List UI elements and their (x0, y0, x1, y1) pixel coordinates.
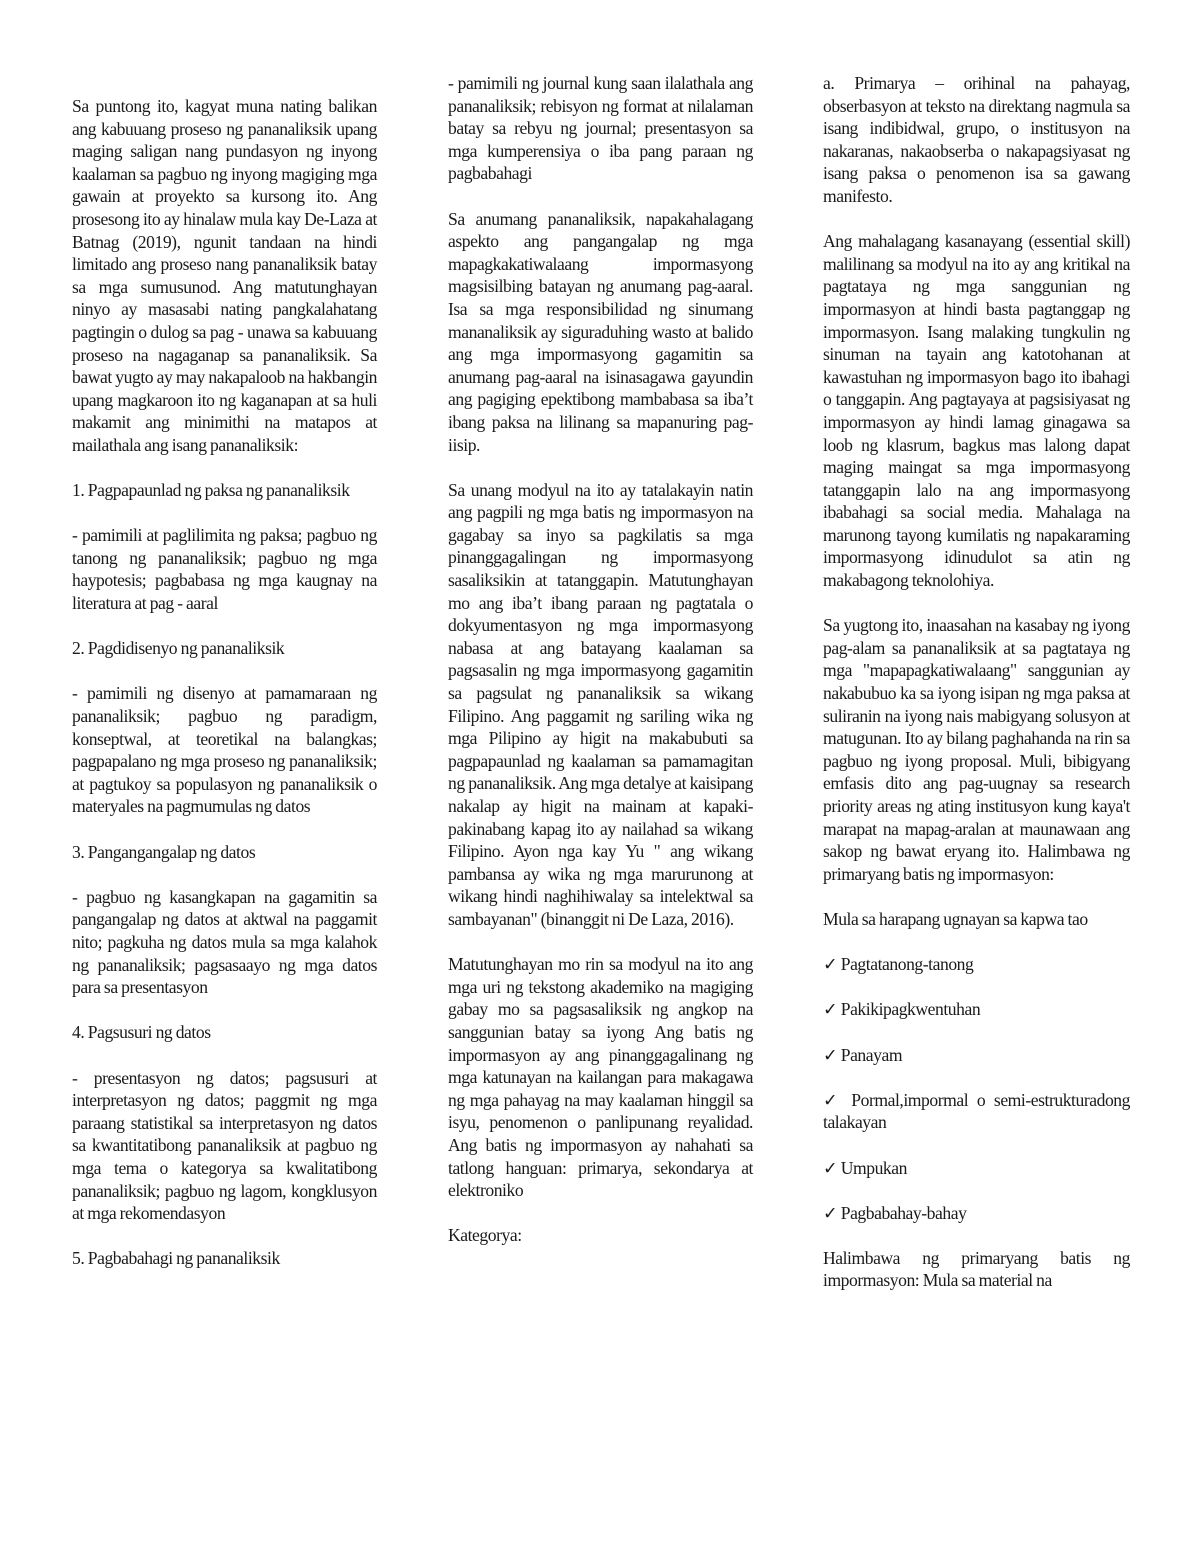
primary-source-definition: a. Primarya – orihinal na pahayag, obserbasyon at teksto na direktang nagmula sa isang indibidwal, grupo, o institusyon na nakaranas, nakaobserba o nakapagsiyasat ng isang paksa o penomenon isa sa gawang manifesto. (823, 73, 1130, 206)
step-5-description: - pamimili ng journal kung saan ilalathala ang pananaliksik; rebisyon ng format at nilalaman batay sa rebyu ng journal; presentasyon sa mga kumperensiya o iba pang paraan ng pagbabahagi (448, 73, 753, 184)
text-column-2 (448, 72, 753, 1269)
step-5-heading: 5. Pagbabahagi ng pananaliksik (72, 1248, 280, 1269)
paragraph-essential-skill: Ang mahalagang kasanayang (essential skill) malilinang sa modyul na ito ay ang kritikal na pagtataya ng mga sanggunian ng impormasyon at hindi basta pagtanggap ng impormasyon. Isang malaking tungkulin ng sinuman na tayain ang katotohanan at kawastuhan ng impormasyon bago ito ibahagi o tanggapin. Ang pagtayaya at pagsisiyasat ng impormasyon ay hindi lamag ginagawa sa loob ng klasrum, bagkus mas lalong dapat maging maingat sa mga impormasyong tatanggapin lalo na ang impormasyong ibabahagi sa social media. Mahalaga na marunong tayong kumilatis ng napakaraming impormasyong idinudulot sa atin ng makabagong teknolohiya. (823, 231, 1130, 591)
category-heading: Kategorya: (448, 1225, 522, 1246)
list-item: ✓ Panayam (823, 1044, 903, 1065)
step-1-heading: 1. Pagpapaunlad ng paksa ng pananaliksik (72, 480, 350, 501)
text-column-1 (72, 95, 377, 1292)
primary-source-subheading: Mula sa harapang ugnayan sa kapwa tao (823, 908, 1088, 929)
list-item: ✓ Pakikipagkwentuhan (823, 999, 981, 1020)
step-1-description: - pamimili at paglilimita ng paksa; pagbuo ng tanong ng pananaliksik; pagbuo ng mga haypotesis; pagbabasa ng mga kaugnay na literatura at pag - aaral (72, 525, 377, 614)
step-3-heading: 3. Pangangangalap ng datos (72, 841, 256, 862)
paragraph-reliable-information: Sa anumang pananaliksik, napakahalagang aspekto ang pangangalap ng mga mapagkakatiwalaang impormasyong magsisilbing batayan ng anumang pag-aaral. Isa sa mga responsibilidad ng sinumang mananaliksik ay siguraduhing wasto at balido ang mga impormasyong gagamitin sa anumang pag-aaral na isinasagawa gayundin ang pagiging epektibong mambabasa sa iba’t ibang paksa na lilinang sa mapanuring pag-iisip. (448, 208, 753, 455)
paragraph-this-stage: Sa yugtong ito, inaasahan na kasabay ng iyong pag-alam sa pananaliksik at sa pagtataya ng mga "mapapagkatiwalaang" sanggunian ay nakabubuo ka sa iyong isipan ng mga paksa at suliranin na iyong nais mabigyang solusyon at matugunan. Ito ay bilang paghahanda na rin sa pagbuo ng iyong proposal. Muli, bibigyang emfasis dito ang pag-uugnay sa research priority areas ng ating institusyon kung kaya't marapat na mapag-aralan at maunawaan ang sakop ng bawat eryang ito. Halimbawa ng primaryang batis ng impormasyon: (823, 615, 1130, 884)
step-4-description: - presentasyon ng datos; pagsusuri at interpretasyon ng datos; paggmit ng mga paraang statistikal sa interpretasyon ng datos sa kwantitatibong pananaliksik at pagbuo ng mga tema o kategorya sa kwalitatibong pananaliksik; pagbuo ng lagom, kongklusyon at mga rekomendasyon (72, 1067, 377, 1224)
paragraph-first-module: Sa unang modyul na ito ay tatalakayin natin ang pagpili ng mga batis ng impormasyon na gagabay sa inyo sa pagkilatis sa mga pinanggagalingan ng impormasyong sasaliksikin at tatanggapin. Matutunghayan mo ang iba’t ibang paraan ng pagtatala o dokyumentasyon ng mga impormasyong nabasa at ang batayang kaalaman sa pagsasalin ng mga impormasyong gagamitin sa pagsulat ng pananaliksik sa wikang Filipino. Ang paggamit ng sariling wika ng mga Pilipino ay higit na makabubuti sa pagpapaunlad ng kaalaman sa pamamagitan ng pananaliksik. Ang mga detalye at kaisipang nakalap ay higit na mainam at kapaki-pakinabang kapag ito ay nailahad sa wikang Filipino. Ayon nga kay Yu " ang wikang pambansa ay wika ng mga marurunong at wikang hindi naghihiwalay sa intelektwal sa sambayanan" (binanggit ni De Laza, 2016). (448, 479, 753, 929)
paragraph-material-sources: Halimbawa ng primaryang batis ng impormasyon: Mula sa material na (823, 1247, 1130, 1291)
step-2-heading: 2. Pagdidisenyo ng pananaliksik (72, 638, 285, 659)
list-item: ✓ Umpukan (823, 1157, 907, 1178)
step-4-heading: 4. Pagsusuri ng datos (72, 1022, 211, 1043)
list-item: ✓ Pagtatanong-tanong (823, 954, 974, 975)
text-column-3 (823, 72, 1130, 1315)
list-item: ✓ Pagbabahay-bahay (823, 1202, 967, 1223)
paragraph-academic-texts: Matutunghayan mo rin sa modyul na ito ang mga uri ng tekstong akademiko na magiging gabay mo sa pagsasaliksik ng angkop na sanggunian batay sa iyong Ang batis ng impormasyon ay ang pinanggagalinang ng mga katunayan na kailangan para makagawa ng mga pahayag na may kaalaman hinggil sa isyu, penomenon o panlipunang reyalidad. Ang batis ng impormasyon ay nahahati sa tatlong hanguan: primarya, sekondarya at elektroniko (448, 954, 753, 1201)
step-2-description: - pamimili ng disenyo at pamamaraan ng pananaliksik; pagbuo ng paradigm, konseptwal, at teoretikal na balangkas; pagpapalano ng mga proseso ng pananaliksik; at pagtukoy sa populasyon ng pananaliksik o materyales na pagmumulas ng datos (72, 683, 377, 817)
list-item: ✓ Pormal,impormal o semi-estrukturadong talakayan (823, 1089, 1130, 1133)
step-3-description: - pagbuo ng kasangkapan na gagamitin sa pangangalap ng datos at aktwal na paggamit nito; pagkuha ng datos mula sa mga kalahok ng pananaliksik; pagsasaayo ng mga datos para sa presentasyon (72, 886, 377, 998)
paragraph-intro-process: Sa puntong ito, kagyat muna nating balikan ang kabuuang proseso ng pananaliksik upang maging saligan nang pundasyon ng inyong kaalaman sa pagbuo ng inyong magiging mga gawain at proyekto sa kursong ito. Ang prosesong ito ay hinalaw mula kay De-Laza at Batnag (2019), ngunit tandaan na hindi limitado ang proseso nang pananaliksik batay sa mga sumusunod. Ang matutunghayan ninyo ay masasabi nating pangkalahatang pagtingin o dulog sa pag - unawa sa kabuuang proseso na nagaganap sa pananaliksik. Sa bawat yugto ay may nakapaloob na hakbangin upang magkaroon ito ng kaganapan at sa huli makamit ang minimithi na matapos at mailathala ang isang pananaliksik: (72, 96, 377, 455)
